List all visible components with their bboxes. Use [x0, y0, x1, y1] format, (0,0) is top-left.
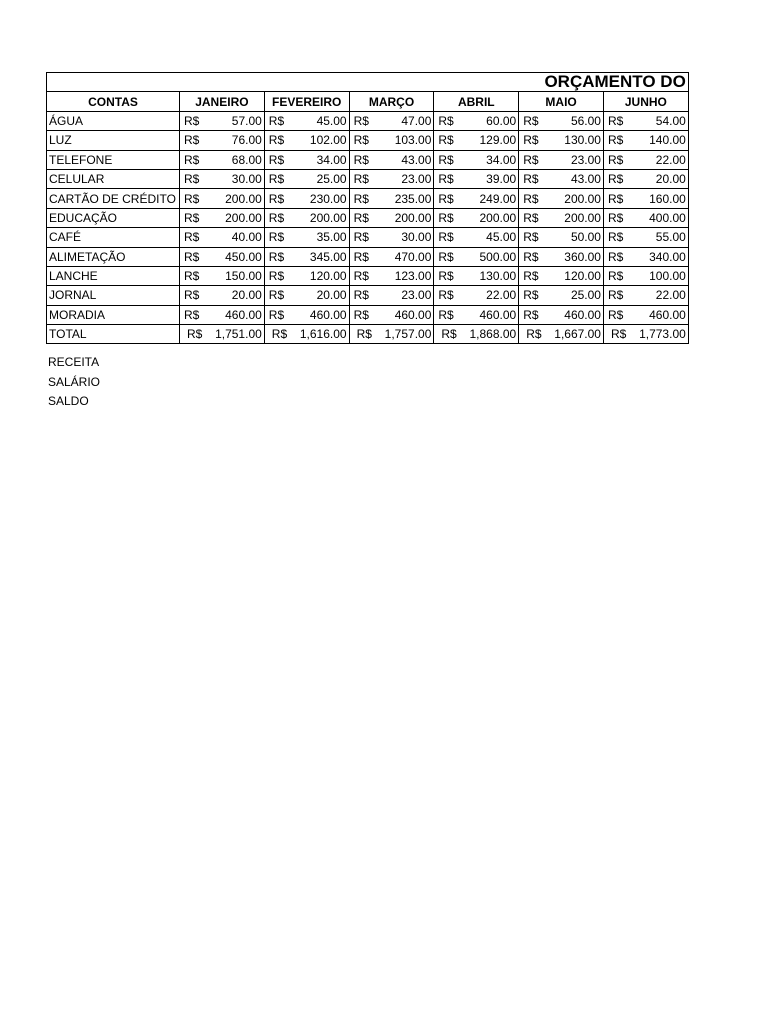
- currency-symbol: R$: [268, 152, 285, 167]
- currency-symbol: R$: [268, 191, 285, 206]
- amount: 460.00: [309, 307, 347, 322]
- amount: 230.00: [309, 191, 347, 206]
- value-cell[interactable]: [603, 189, 688, 208]
- currency-symbol: R$: [184, 133, 200, 148]
- value-cell[interactable]: [349, 169, 434, 188]
- value-cell[interactable]: [434, 208, 519, 227]
- amount: 103.00: [394, 133, 432, 148]
- amount: 1,616.00: [299, 327, 347, 342]
- value-cell[interactable]: [434, 228, 519, 247]
- currency-symbol: R$: [438, 230, 454, 245]
- amount: 130.00: [564, 133, 601, 148]
- value-cell[interactable]: [434, 247, 519, 266]
- currency-symbol: R$: [523, 269, 539, 284]
- account-name[interactable]: LANCHE: [47, 266, 180, 285]
- amount: 340.00: [649, 249, 686, 264]
- value-cell[interactable]: [264, 266, 349, 285]
- currency-symbol: R$: [607, 172, 624, 187]
- total-row: [47, 325, 689, 344]
- value-cell[interactable]: [603, 286, 688, 305]
- value-cell[interactable]: [603, 111, 688, 130]
- column-header-month[interactable]: MARÇO: [349, 92, 434, 111]
- currency-symbol: R$: [607, 288, 624, 303]
- currency-symbol: R$: [268, 269, 285, 284]
- value-cell[interactable]: [180, 150, 265, 169]
- column-header-contas[interactable]: CONTAS: [47, 92, 180, 111]
- value-cell[interactable]: [519, 266, 604, 285]
- total-label[interactable]: TOTAL: [47, 325, 180, 344]
- value-cell[interactable]: [349, 150, 434, 169]
- amount: 500.00: [479, 249, 517, 264]
- amount: 22.00: [655, 288, 686, 303]
- amount: 25.00: [570, 288, 601, 303]
- currency-symbol: R$: [523, 172, 539, 187]
- account-name[interactable]: MORADIA: [47, 305, 180, 324]
- currency-symbol: R$: [610, 327, 627, 342]
- amount: 30.00: [231, 172, 262, 187]
- amount: 1,757.00: [384, 327, 432, 342]
- value-cell[interactable]: [519, 150, 604, 169]
- account-name[interactable]: LUZ: [47, 131, 180, 150]
- value-cell[interactable]: [519, 286, 604, 305]
- currency-symbol: R$: [353, 230, 369, 245]
- value-cell[interactable]: [434, 305, 519, 324]
- summary-label[interactable]: SALDO: [48, 394, 89, 408]
- amount: 150.00: [225, 269, 262, 284]
- currency-symbol: R$: [268, 288, 285, 303]
- currency-symbol: R$: [184, 210, 200, 225]
- currency-symbol: R$: [523, 210, 539, 225]
- currency-symbol: R$: [353, 269, 369, 284]
- table-row: [47, 286, 689, 305]
- currency-symbol: R$: [353, 172, 369, 187]
- currency-symbol: R$: [526, 327, 542, 342]
- value-cell[interactable]: [603, 131, 688, 150]
- currency-symbol: R$: [268, 210, 285, 225]
- currency-symbol: R$: [523, 249, 539, 264]
- column-header-month[interactable]: ABRIL: [434, 92, 519, 111]
- currency-symbol: R$: [607, 152, 624, 167]
- currency-symbol: R$: [268, 249, 285, 264]
- table-row: [47, 266, 689, 285]
- value-cell[interactable]: [603, 150, 688, 169]
- summary-label[interactable]: SALÁRIO: [48, 374, 101, 389]
- currency-symbol: R$: [353, 113, 369, 128]
- column-header-month[interactable]: JUNHO: [603, 92, 688, 111]
- amount: 23.00: [401, 288, 432, 303]
- account-name[interactable]: CAFÉ: [47, 228, 180, 247]
- currency-symbol: R$: [184, 230, 200, 245]
- total-cell[interactable]: [180, 325, 265, 344]
- amount: 345.00: [309, 249, 347, 264]
- amount: 1,751.00: [215, 327, 262, 342]
- currency-symbol: R$: [184, 113, 200, 128]
- value-cell[interactable]: [603, 305, 688, 324]
- amount: 60.00: [486, 113, 517, 128]
- value-cell[interactable]: [264, 131, 349, 150]
- currency-symbol: R$: [438, 249, 454, 264]
- currency-symbol: R$: [523, 191, 539, 206]
- amount: 460.00: [564, 307, 601, 322]
- currency-symbol: R$: [438, 288, 454, 303]
- value-cell[interactable]: [519, 111, 604, 130]
- value-cell[interactable]: [519, 169, 604, 188]
- currency-symbol: R$: [607, 210, 624, 225]
- value-cell[interactable]: [264, 189, 349, 208]
- value-cell[interactable]: [349, 286, 434, 305]
- amount: 200.00: [225, 210, 262, 225]
- spreadsheet: [46, 72, 688, 344]
- amount: 57.00: [231, 113, 262, 128]
- total-cell[interactable]: [434, 325, 519, 344]
- currency-symbol: R$: [523, 152, 539, 167]
- table-row: [47, 228, 689, 247]
- amount: 460.00: [479, 307, 517, 322]
- value-cell[interactable]: [264, 208, 349, 227]
- column-header-month[interactable]: JANEIRO: [180, 92, 265, 111]
- amount: 43.00: [401, 152, 432, 167]
- amount: 200.00: [309, 210, 347, 225]
- amount: 130.00: [479, 269, 517, 284]
- currency-symbol: R$: [268, 113, 285, 128]
- table-row: [47, 111, 689, 130]
- column-header-month[interactable]: MAIO: [519, 92, 604, 111]
- value-cell[interactable]: [349, 189, 434, 208]
- amount: 55.00: [655, 230, 686, 245]
- value-cell[interactable]: [180, 131, 265, 150]
- column-header-month[interactable]: FEVEREIRO: [264, 92, 349, 111]
- value-cell[interactable]: [180, 111, 265, 130]
- value-cell[interactable]: [349, 247, 434, 266]
- currency-symbol: R$: [184, 249, 200, 264]
- amount: 102.00: [309, 133, 347, 148]
- table-row: [47, 208, 689, 227]
- currency-symbol: R$: [353, 288, 369, 303]
- sheet-title[interactable]: ORÇAMENTO DO: [47, 73, 689, 92]
- value-cell[interactable]: [264, 150, 349, 169]
- currency-symbol: R$: [184, 269, 200, 284]
- value-cell[interactable]: [603, 266, 688, 285]
- value-cell[interactable]: [519, 208, 604, 227]
- account-name[interactable]: EDUCAÇÃO: [47, 208, 180, 227]
- amount: 22.00: [655, 152, 686, 167]
- amount: 360.00: [564, 249, 601, 264]
- value-cell[interactable]: [519, 305, 604, 324]
- value-cell[interactable]: [180, 169, 265, 188]
- amount: 460.00: [225, 307, 262, 322]
- currency-symbol: R$: [356, 327, 372, 342]
- amount: 1,667.00: [554, 327, 601, 342]
- amount: 23.00: [401, 172, 432, 187]
- amount: 35.00: [316, 230, 347, 245]
- amount: 45.00: [316, 113, 347, 128]
- value-cell[interactable]: [180, 286, 265, 305]
- currency-symbol: R$: [268, 230, 285, 245]
- currency-symbol: R$: [438, 172, 454, 187]
- amount: 120.00: [564, 269, 601, 284]
- amount: 400.00: [649, 210, 686, 225]
- account-name[interactable]: ÁGUA: [47, 111, 180, 130]
- value-cell[interactable]: [519, 228, 604, 247]
- value-cell[interactable]: [349, 266, 434, 285]
- account-name[interactable]: JORNAL: [47, 286, 180, 305]
- value-cell[interactable]: [519, 189, 604, 208]
- amount: 200.00: [479, 210, 517, 225]
- header-row: [47, 92, 689, 111]
- value-cell[interactable]: [519, 131, 604, 150]
- value-cell[interactable]: [603, 247, 688, 266]
- currency-symbol: R$: [523, 113, 539, 128]
- amount: 47.00: [401, 113, 432, 128]
- currency-symbol: R$: [438, 113, 454, 128]
- table-row: [47, 150, 689, 169]
- amount: 30.00: [401, 230, 432, 245]
- currency-symbol: R$: [271, 327, 288, 342]
- amount: 450.00: [225, 249, 262, 264]
- currency-symbol: R$: [607, 249, 624, 264]
- currency-symbol: R$: [184, 191, 200, 206]
- amount: 34.00: [486, 152, 517, 167]
- amount: 200.00: [564, 210, 601, 225]
- amount: 20.00: [231, 288, 262, 303]
- budget-table: [46, 72, 689, 344]
- currency-symbol: R$: [184, 307, 200, 322]
- value-cell[interactable]: [180, 247, 265, 266]
- amount: 460.00: [649, 307, 686, 322]
- table-row: [47, 189, 689, 208]
- currency-symbol: R$: [607, 269, 624, 284]
- value-cell[interactable]: [434, 131, 519, 150]
- value-cell[interactable]: [434, 189, 519, 208]
- value-cell[interactable]: [264, 286, 349, 305]
- currency-symbol: R$: [607, 230, 624, 245]
- value-cell[interactable]: [264, 247, 349, 266]
- amount: 68.00: [231, 152, 262, 167]
- summary-label[interactable]: RECEITA: [48, 355, 100, 369]
- currency-symbol: R$: [353, 191, 369, 206]
- value-cell[interactable]: [264, 228, 349, 247]
- value-cell[interactable]: [264, 305, 349, 324]
- value-cell[interactable]: [434, 266, 519, 285]
- total-cell[interactable]: [264, 325, 349, 344]
- value-cell[interactable]: [603, 208, 688, 227]
- value-cell[interactable]: [180, 305, 265, 324]
- amount: 123.00: [394, 269, 432, 284]
- amount: 34.00: [316, 152, 347, 167]
- value-cell[interactable]: [434, 286, 519, 305]
- amount: 120.00: [309, 269, 347, 284]
- amount: 22.00: [486, 288, 517, 303]
- title-row: [47, 73, 689, 92]
- value-cell[interactable]: [349, 228, 434, 247]
- currency-symbol: R$: [187, 327, 203, 342]
- amount: 140.00: [649, 133, 686, 148]
- value-cell[interactable]: [349, 305, 434, 324]
- amount: 39.00: [486, 172, 517, 187]
- total-cell[interactable]: [349, 325, 434, 344]
- currency-symbol: R$: [523, 230, 539, 245]
- total-cell[interactable]: [519, 325, 604, 344]
- amount: 200.00: [564, 191, 601, 206]
- currency-symbol: R$: [353, 152, 369, 167]
- amount: 54.00: [655, 113, 686, 128]
- table-row: [47, 305, 689, 324]
- value-cell[interactable]: [434, 150, 519, 169]
- value-cell[interactable]: [264, 111, 349, 130]
- amount: 1,773.00: [639, 327, 686, 342]
- amount: 43.00: [570, 172, 601, 187]
- value-cell[interactable]: [349, 208, 434, 227]
- currency-symbol: R$: [268, 133, 285, 148]
- amount: 235.00: [394, 191, 432, 206]
- currency-symbol: R$: [607, 133, 624, 148]
- currency-symbol: R$: [353, 307, 369, 322]
- amount: 20.00: [316, 288, 347, 303]
- value-cell[interactable]: [180, 266, 265, 285]
- amount: 23.00: [570, 152, 601, 167]
- amount: 20.00: [655, 172, 686, 187]
- currency-symbol: R$: [607, 113, 624, 128]
- amount: 129.00: [479, 133, 517, 148]
- table-row: [47, 247, 689, 266]
- table-row: [47, 169, 689, 188]
- currency-symbol: R$: [438, 307, 454, 322]
- currency-symbol: R$: [184, 172, 200, 187]
- amount: 200.00: [394, 210, 432, 225]
- account-name[interactable]: ALIMETAÇÃO: [47, 247, 180, 266]
- amount: 25.00: [316, 172, 347, 187]
- amount: 50.00: [570, 230, 601, 245]
- amount: 160.00: [649, 191, 686, 206]
- value-cell[interactable]: [180, 189, 265, 208]
- currency-symbol: R$: [184, 152, 200, 167]
- currency-symbol: R$: [438, 191, 454, 206]
- currency-symbol: R$: [353, 210, 369, 225]
- currency-symbol: R$: [353, 133, 369, 148]
- currency-symbol: R$: [607, 307, 624, 322]
- value-cell[interactable]: [349, 131, 434, 150]
- account-name[interactable]: CARTÃO DE CRÉDITO: [47, 189, 180, 208]
- amount: 460.00: [394, 307, 432, 322]
- currency-symbol: R$: [523, 133, 539, 148]
- value-cell[interactable]: [603, 228, 688, 247]
- currency-symbol: R$: [353, 249, 369, 264]
- currency-symbol: R$: [441, 327, 457, 342]
- currency-symbol: R$: [438, 210, 454, 225]
- currency-symbol: R$: [523, 307, 539, 322]
- amount: 56.00: [570, 113, 601, 128]
- table-row: [47, 131, 689, 150]
- currency-symbol: R$: [184, 288, 200, 303]
- amount: 470.00: [394, 249, 432, 264]
- value-cell[interactable]: [180, 208, 265, 227]
- currency-symbol: R$: [438, 269, 454, 284]
- currency-symbol: R$: [268, 307, 285, 322]
- value-cell[interactable]: [264, 169, 349, 188]
- value-cell[interactable]: [349, 111, 434, 130]
- currency-symbol: R$: [523, 288, 539, 303]
- value-cell[interactable]: [603, 169, 688, 188]
- value-cell[interactable]: [434, 169, 519, 188]
- account-name[interactable]: CELULAR: [47, 169, 180, 188]
- amount: 200.00: [225, 191, 262, 206]
- value-cell[interactable]: [180, 228, 265, 247]
- amount: 100.00: [649, 269, 686, 284]
- amount: 1,868.00: [469, 327, 517, 342]
- currency-symbol: R$: [268, 172, 285, 187]
- value-cell[interactable]: [519, 247, 604, 266]
- amount: 249.00: [479, 191, 517, 206]
- amount: 40.00: [231, 230, 262, 245]
- amount: 76.00: [231, 133, 262, 148]
- total-cell[interactable]: [603, 325, 688, 344]
- account-name[interactable]: TELEFONE: [47, 150, 180, 169]
- currency-symbol: R$: [438, 133, 454, 148]
- amount: 45.00: [486, 230, 517, 245]
- value-cell[interactable]: [434, 111, 519, 130]
- currency-symbol: R$: [607, 191, 624, 206]
- currency-symbol: R$: [438, 152, 454, 167]
